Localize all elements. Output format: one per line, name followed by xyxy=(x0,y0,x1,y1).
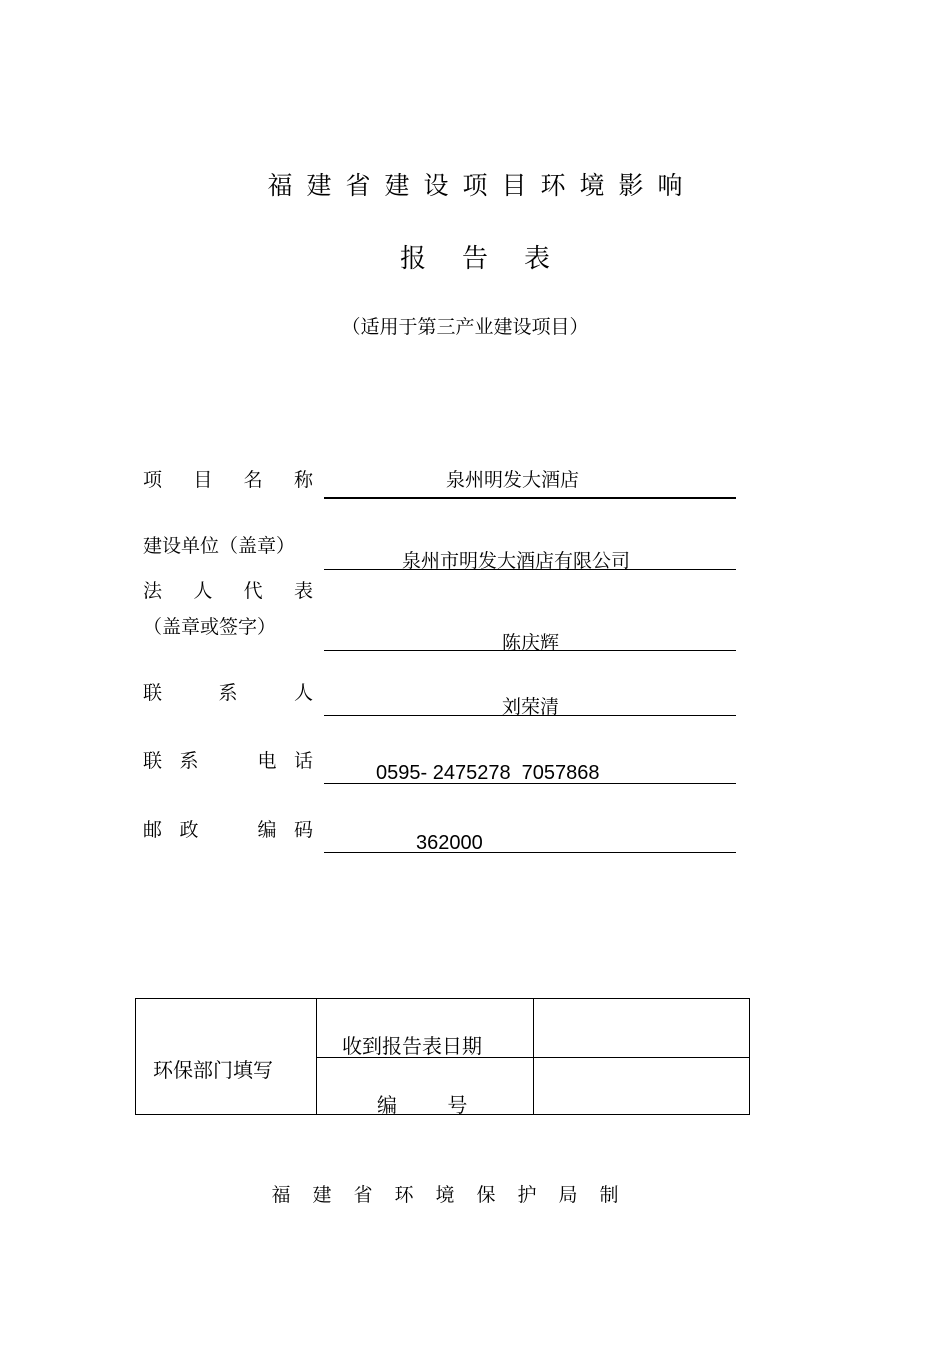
label-char: 系 xyxy=(179,750,199,772)
document-title: 福建省建设项目环境影响 xyxy=(267,171,697,200)
received-date-label: 收到报告表日期 xyxy=(342,1034,482,1058)
issuer-footer: 福建省环境保护局制 xyxy=(271,1184,641,1206)
label-char: 编 xyxy=(257,819,277,841)
label-char: 名 xyxy=(243,469,263,491)
label-char: 代 xyxy=(243,580,263,602)
label-char: 人 xyxy=(193,580,213,602)
label-char: 电 xyxy=(257,750,277,772)
dept-fill-table xyxy=(135,998,750,1115)
postcode-label xyxy=(143,815,313,842)
label-char: 话 xyxy=(293,750,313,772)
construction-unit-value: 泉州市明发大酒店有限公司 xyxy=(402,550,631,572)
project-name-underline xyxy=(324,497,736,499)
project-name-label xyxy=(143,465,313,492)
phone-label xyxy=(143,746,313,773)
contact-person-value: 刘荣清 xyxy=(502,696,560,718)
legal-rep-value: 陈庆辉 xyxy=(502,632,560,654)
legal-rep-underline xyxy=(324,650,736,651)
label-char: 联 xyxy=(143,682,163,704)
phone-underline xyxy=(324,783,736,784)
project-name-value: 泉州明发大酒店 xyxy=(446,469,580,491)
construction-unit-label: 建设单位（盖章） xyxy=(143,535,296,557)
label-char: 表 xyxy=(293,580,313,602)
report-number-field[interactable] xyxy=(541,1074,741,1104)
label-char: 政 xyxy=(179,819,199,841)
label-char: 人 xyxy=(293,682,313,704)
label-char: 项 xyxy=(143,469,163,491)
construction-unit-underline xyxy=(324,569,736,570)
label-char: 系 xyxy=(218,682,238,704)
label-char: 称 xyxy=(293,469,313,491)
postcode-value: 362000 xyxy=(416,832,483,854)
label-char: 码 xyxy=(293,819,313,841)
postcode-underline xyxy=(324,852,736,853)
label-char: 邮 xyxy=(143,819,163,841)
received-date-field[interactable] xyxy=(541,1019,741,1049)
dept-fill-label: 环保部门填写 xyxy=(153,1058,273,1082)
document-applicability-note: （适用于第三产业建设项目） xyxy=(341,316,589,338)
report-number-label: 编 号 xyxy=(377,1093,468,1117)
label-char: 目 xyxy=(193,469,213,491)
contact-person-label xyxy=(143,678,313,705)
document-subtitle: 报告表 xyxy=(399,244,586,274)
legal-rep-label xyxy=(143,576,313,603)
label-char: 法 xyxy=(143,580,163,602)
phone-value: 0595- 2475278 7057868 xyxy=(376,762,600,784)
label-char: 联 xyxy=(143,750,163,772)
legal-rep-label-note: （盖章或签字） xyxy=(143,616,277,638)
contact-person-underline xyxy=(324,715,736,716)
